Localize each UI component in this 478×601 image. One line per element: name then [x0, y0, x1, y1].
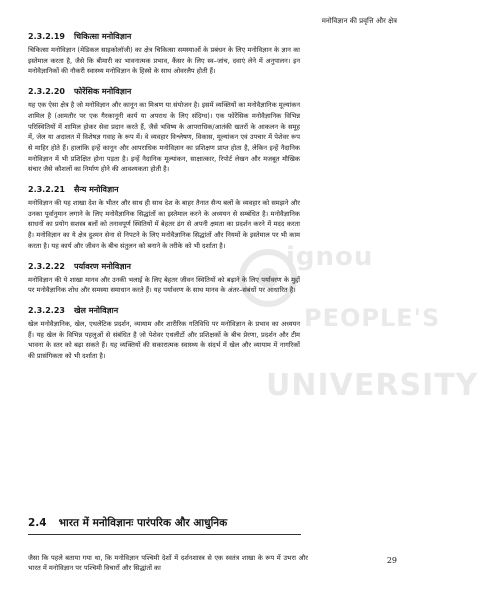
watermark-text-logo: ignou — [286, 242, 374, 272]
heading-underline-divider — [28, 534, 301, 535]
section-heading — [28, 260, 300, 275]
main-section-title: भारत में मनोविज्ञानः पारंपरिक और आधुनिक — [58, 517, 228, 529]
watermark-text-university: UNIVERSITY — [266, 368, 478, 403]
page-number: 29 — [386, 556, 397, 565]
main-section-heading-wrap — [28, 515, 400, 531]
section-title: खेल मनोविज्ञान — [73, 306, 119, 316]
section-number: 2.3.2.20 — [28, 87, 65, 97]
section-paragraph: मनोविज्ञान की ये शाखा मानव और उनकी भलाई के लिए बेहतर जीवन स्थितियों को बढ़ाने के लिए पर्यावरण के मुद्दों पर मनोवैज्ञानिक शोध और समस्या समाधान करते हैं। यह पर्यावरण के साथ मानव के अंतर–संबंधों पर आधारित है। — [28, 275, 300, 295]
main-section-heading — [28, 515, 400, 531]
section-heading — [28, 30, 300, 45]
chapter-running-header: मनोविज्ञान की प्रवृत्ति और क्षेत्र — [321, 17, 397, 25]
watermark-text-peoples: PEOPLE'S — [304, 304, 441, 332]
section-title: चिकित्सा मनोविज्ञान — [73, 32, 132, 42]
section-heading — [28, 85, 300, 100]
page-content — [28, 30, 300, 370]
section-paragraph: मनोविज्ञान की यह शाखा देश के भीतर और साथ ही साथ देश के बाहर तैनात सैन्य बलों के व्यवहार को समझने और उनका पूर्वानुमान लगाने के लिए मनोवैज्ञानिक सिद्धांतों का इस्तेमाल करने के अध्ययन से सम्बंधित है। मनोवैज्ञानिक साधनों का प्रयोग सशस्त्र बलों को तनावपूर्ण स्थितियों में बेहतर ढंग से अपनी क्षमता का प्रदर्शन करने में मदद करता है। मनोविज्ञान का ये क्षेत्र दुश्मन सेना से निपटने के लिए मनोवैज्ञानिक सिद्धांतों और नियमों के इस्तेमाल पर भी काम करता है। यह कार्य और जीवन के बीच संतुलन को बनाने के तरीके को भी दर्शाता है। — [28, 199, 300, 250]
section-number: 2.3.2.23 — [28, 306, 65, 316]
section-paragraph: खेल मनोवैज्ञानिक, खेल, एथलेटिक प्रदर्शन, व्यायाम और शारीरिक गतिविधि पर मनोविज्ञान के प्रभाव का अध्ययन हैं। यह खेल के विभिन्न पहलुओं से संबंधित है जो पेशेवर एथलीटों और प्रशिक्षकों के बीच प्रेरणा, प्रदर्शन और टीम भावना के स्तर को बढ़ा सकते हैं। यह व्यक्तियों की सकारात्मक स्वास्थ्य के संदर्भ में खेल और व्यायाम में नागरिकों की प्रासंगिकता को भी दर्शाता है। — [28, 319, 300, 361]
section-heading — [28, 304, 300, 319]
main-section-number: 2.4 — [28, 517, 47, 529]
main-section-paragraph: जैसा कि पहले बताया गया था, कि मनोविज्ञान पश्चिमी देशों में दर्शनशास्त्र से एक स्वतंत्र शाखा के रूप में उभरा और भारत में मनोविज्ञान पर पश्चिमी विचारों और सिद्धांतों का — [28, 553, 308, 573]
section-number: 2.3.2.22 — [28, 261, 65, 271]
section-number: 2.3.2.21 — [28, 185, 65, 195]
section-title: पर्यावरण मनोविज्ञान — [73, 261, 131, 271]
section-paragraph: चिकित्सा मनोविज्ञान (मेडिकल साइकोलॉजी) का क्षेत्र चिकित्सा समस्याओं के प्रबंधन के लिए मनोविज्ञान के ज्ञान का इस्तेमाल करता है, जैसे कि बीमारी का भावनात्मक प्रभाव, कैंसर के लिए स्व–जांच, दवाएं लेने में अनुपालन। इन मनोवैज्ञानिकों की नौकरी स्वास्थ्य मनोविज्ञान के हिस्से के साथ ओवरलैप होती हैं। — [28, 46, 300, 76]
section-paragraph: यह एक ऐसा क्षेत्र है जो मनोविज्ञान और कानून का मिश्रण या संयोजन है। इसमें व्यक्तियों का मनोवैज्ञानिक मूल्यांकन शामिल है (आमतौर पर एक गैरकानूनी कार्य या अपराध के लिए संदिग्ध)। एक फोरेंसिक मनोवैज्ञानिक विभिन्न परिस्थितियों में शामिल होकर सेवा प्रदान करते हैं, जैसे भविष्य के आपराधिक/आतंकी खतरों के आकलन के समूह में, जेल या अदालत में विशेषज्ञ गवाह के रूप में। वे व्यवहार विश्लेषण, विकास, मूल्यांकन एवं उपचार में पेशेवर रूप से माहिर होते हैं। हालांकि इन्हें कानून और आपराधिक मनोविज्ञान का प्रशिक्षण प्राप्त होता है, लेकिन इन्हें नैदानिक मनोविज्ञान में भी प्रशिक्षित होना पड़ता है। इन्हें नैदानिक मूल्यांकन, साक्षात्कार, रिपोर्ट लेखन और मजबूत मौखिक संचार जैसे कौशलों का निर्माण होने की आवश्यकता होती है। — [28, 101, 300, 174]
section-title: फोरेंसिक मनोविज्ञान — [73, 87, 132, 97]
section-title: सैन्य मनोविज्ञान — [73, 185, 119, 195]
section-heading — [28, 183, 300, 198]
section-number: 2.3.2.19 — [28, 32, 65, 42]
